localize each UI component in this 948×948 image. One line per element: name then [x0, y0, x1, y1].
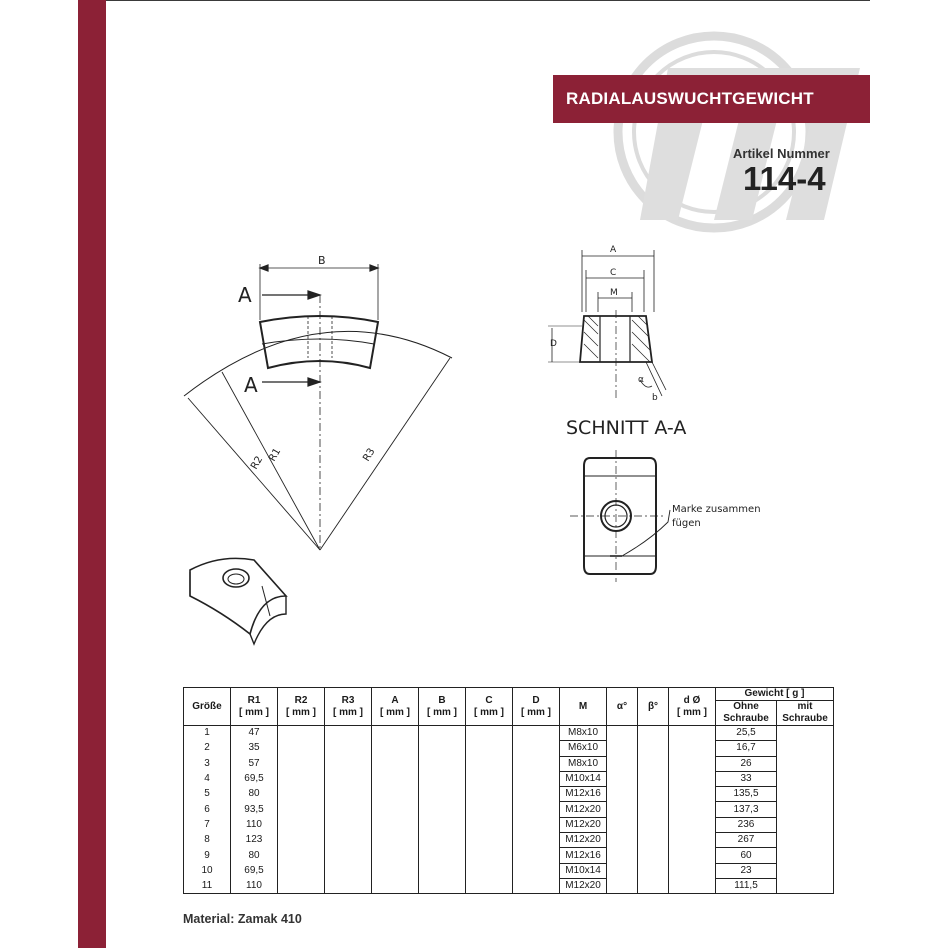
- header-d: D [ mm ]: [513, 688, 560, 726]
- label-section-a-bottom: A: [244, 373, 258, 397]
- cell-m: M8x10: [560, 756, 607, 771]
- cell-d: [513, 848, 560, 863]
- cell-diameter: [669, 878, 716, 893]
- cell-b: [419, 878, 466, 893]
- cell-alpha: [607, 771, 638, 786]
- cell-r3: [325, 848, 372, 863]
- cell-alpha: [607, 726, 638, 741]
- cell-weight-without: 267: [716, 833, 777, 848]
- cell-diameter: [669, 833, 716, 848]
- cell-a: [372, 787, 419, 802]
- cell-size: 6: [184, 802, 231, 817]
- cell-d: [513, 878, 560, 893]
- cell-weight-with: [777, 802, 834, 817]
- header-alpha: α°: [607, 688, 638, 726]
- cell-weight-with: [777, 833, 834, 848]
- spec-table: [183, 687, 834, 894]
- cell-a: [372, 756, 419, 771]
- cell-c: [466, 802, 513, 817]
- label-d-dim: D: [550, 339, 557, 349]
- cell-alpha: [607, 848, 638, 863]
- note-line-1: Marke zusammen: [672, 504, 761, 515]
- cell-weight-without: 26: [716, 756, 777, 771]
- brand-side-bar: [78, 0, 106, 948]
- cell-diameter: [669, 848, 716, 863]
- cell-m: M8x10: [560, 726, 607, 741]
- cell-alpha: [607, 833, 638, 848]
- label-b: B: [318, 254, 326, 267]
- cell-r3: [325, 863, 372, 878]
- cell-size: 5: [184, 787, 231, 802]
- cell-alpha: [607, 878, 638, 893]
- material-note: Material: Zamak 410: [183, 912, 302, 926]
- watermark-logo: [610, 24, 878, 240]
- cell-b: [419, 848, 466, 863]
- cell-diameter: [669, 787, 716, 802]
- cell-b: [419, 817, 466, 832]
- cell-size: 2: [184, 741, 231, 756]
- section-view: [548, 250, 670, 582]
- cell-d: [513, 741, 560, 756]
- cell-b: [419, 802, 466, 817]
- cell-weight-with: [777, 863, 834, 878]
- cell-r2: [278, 833, 325, 848]
- cell-weight-without: 25,5: [716, 726, 777, 741]
- table-row: [184, 848, 834, 863]
- header-r3: R3 [ mm ]: [325, 688, 372, 726]
- cell-weight-with: [777, 848, 834, 863]
- cell-r3: [325, 756, 372, 771]
- cell-weight-without: 135,5: [716, 787, 777, 802]
- cell-b: [419, 863, 466, 878]
- cell-diameter: [669, 863, 716, 878]
- cell-alpha: [607, 787, 638, 802]
- cell-c: [466, 817, 513, 832]
- cell-weight-without: 137,3: [716, 802, 777, 817]
- cell-b: [419, 756, 466, 771]
- cell-m: M12x20: [560, 802, 607, 817]
- table-row: [184, 863, 834, 878]
- cell-m: M12x20: [560, 833, 607, 848]
- table-row: [184, 726, 834, 741]
- cell-r3: [325, 802, 372, 817]
- label-c-dim: C: [610, 268, 617, 278]
- cell-r1: 110: [231, 817, 278, 832]
- table-row: [184, 771, 834, 786]
- cell-r2: [278, 878, 325, 893]
- header-beta: β°: [638, 688, 669, 726]
- label-beta: b: [652, 393, 658, 403]
- cell-weight-with: [777, 741, 834, 756]
- article-number: 114-4: [743, 160, 826, 197]
- left-margin: [0, 0, 79, 948]
- cell-beta: [638, 756, 669, 771]
- cell-beta: [638, 817, 669, 832]
- cell-r2: [278, 863, 325, 878]
- cell-r2: [278, 817, 325, 832]
- cell-r1: 47: [231, 726, 278, 741]
- table-row: [184, 878, 834, 893]
- cell-r1: 69,5: [231, 771, 278, 786]
- header-without-screw: Ohne Schraube: [716, 701, 777, 726]
- cell-a: [372, 863, 419, 878]
- cell-a: [372, 741, 419, 756]
- cell-r1: 110: [231, 878, 278, 893]
- header-size: Größe: [184, 688, 231, 726]
- cell-weight-without: 16,7: [716, 741, 777, 756]
- cell-r2: [278, 848, 325, 863]
- cell-m: M10x14: [560, 863, 607, 878]
- cell-c: [466, 771, 513, 786]
- cell-alpha: [607, 863, 638, 878]
- cell-beta: [638, 833, 669, 848]
- cell-b: [419, 741, 466, 756]
- table-row: [184, 741, 834, 756]
- cell-size: 1: [184, 726, 231, 741]
- cell-m: M12x20: [560, 878, 607, 893]
- table-row: [184, 817, 834, 832]
- cell-r1: 69,5: [231, 863, 278, 878]
- cell-beta: [638, 848, 669, 863]
- section-title: SCHNITT A-A: [566, 417, 687, 439]
- cell-b: [419, 833, 466, 848]
- label-alpha: α: [638, 375, 644, 385]
- cell-m: M10x14: [560, 771, 607, 786]
- cell-d: [513, 802, 560, 817]
- cell-c: [466, 863, 513, 878]
- cell-r2: [278, 802, 325, 817]
- label-r3: R3: [361, 446, 378, 464]
- cell-weight-with: [777, 817, 834, 832]
- cell-r1: 123: [231, 833, 278, 848]
- technical-drawing: [170, 240, 790, 650]
- cell-d: [513, 817, 560, 832]
- cell-r3: [325, 726, 372, 741]
- cell-r3: [325, 817, 372, 832]
- cell-r1: 93,5: [231, 802, 278, 817]
- cell-a: [372, 817, 419, 832]
- cell-beta: [638, 787, 669, 802]
- outer-arc: [184, 331, 452, 396]
- cell-size: 8: [184, 833, 231, 848]
- cell-m: M6x10: [560, 741, 607, 756]
- cell-beta: [638, 878, 669, 893]
- cell-r3: [325, 833, 372, 848]
- cell-d: [513, 756, 560, 771]
- cell-c: [466, 756, 513, 771]
- cell-c: [466, 848, 513, 863]
- cell-weight-without: 111,5: [716, 878, 777, 893]
- cell-a: [372, 802, 419, 817]
- cell-beta: [638, 863, 669, 878]
- cell-alpha: [607, 756, 638, 771]
- cell-r1: 57: [231, 756, 278, 771]
- label-m-dim: M: [610, 288, 618, 298]
- cell-m: M12x16: [560, 787, 607, 802]
- article-number-label: Artikel Nummer: [733, 146, 830, 161]
- cell-a: [372, 726, 419, 741]
- cell-beta: [638, 741, 669, 756]
- header-weight: Gewicht [ g ]: [716, 688, 834, 701]
- top-rule: [106, 0, 870, 1]
- label-section-a-top: A: [238, 283, 252, 307]
- cell-weight-with: [777, 771, 834, 786]
- cell-r1: 80: [231, 848, 278, 863]
- cell-diameter: [669, 771, 716, 786]
- cell-c: [466, 741, 513, 756]
- cell-weight-without: 23: [716, 863, 777, 878]
- cell-diameter: [669, 741, 716, 756]
- r1-line: [188, 398, 320, 550]
- cell-c: [466, 833, 513, 848]
- cell-m: M12x20: [560, 817, 607, 832]
- cell-size: 4: [184, 771, 231, 786]
- header-with-screw: mit Schraube: [777, 701, 834, 726]
- cell-b: [419, 787, 466, 802]
- cell-size: 10: [184, 863, 231, 878]
- cell-beta: [638, 771, 669, 786]
- cell-d: [513, 863, 560, 878]
- header-diameter: d Ø [ mm ]: [669, 688, 716, 726]
- cell-weight-without: 33: [716, 771, 777, 786]
- isometric-view: [190, 558, 286, 644]
- cell-r2: [278, 787, 325, 802]
- cell-r1: 35: [231, 741, 278, 756]
- cell-r1: 80: [231, 787, 278, 802]
- cell-beta: [638, 802, 669, 817]
- spec-table-body: [184, 726, 834, 894]
- header-b: B [ mm ]: [419, 688, 466, 726]
- document-title: RADIALAUSWUCHTGEWICHT: [553, 75, 870, 123]
- table-row: [184, 802, 834, 817]
- cell-d: [513, 787, 560, 802]
- table-row: [184, 756, 834, 771]
- label-r2: R2: [249, 454, 266, 472]
- cell-c: [466, 878, 513, 893]
- cell-d: [513, 726, 560, 741]
- cell-alpha: [607, 802, 638, 817]
- r3-line: [320, 358, 450, 550]
- cell-m: M12x16: [560, 848, 607, 863]
- cell-size: 7: [184, 817, 231, 832]
- note-line-2: fügen: [672, 518, 701, 529]
- cell-size: 3: [184, 756, 231, 771]
- cell-r3: [325, 741, 372, 756]
- cell-weight-with: [777, 726, 834, 741]
- label-a-dim: A: [610, 245, 617, 255]
- cell-c: [466, 726, 513, 741]
- cell-diameter: [669, 802, 716, 817]
- cell-a: [372, 848, 419, 863]
- header-a: A [ mm ]: [372, 688, 419, 726]
- cell-r2: [278, 726, 325, 741]
- cell-d: [513, 833, 560, 848]
- cell-diameter: [669, 756, 716, 771]
- cell-a: [372, 878, 419, 893]
- cell-diameter: [669, 817, 716, 832]
- cell-weight-with: [777, 878, 834, 893]
- cell-d: [513, 771, 560, 786]
- cell-weight-without: 60: [716, 848, 777, 863]
- cell-r2: [278, 756, 325, 771]
- cell-b: [419, 726, 466, 741]
- cell-r3: [325, 878, 372, 893]
- table-row: [184, 833, 834, 848]
- cell-r3: [325, 771, 372, 786]
- cell-r2: [278, 771, 325, 786]
- cell-alpha: [607, 741, 638, 756]
- cell-size: 11: [184, 878, 231, 893]
- cell-diameter: [669, 726, 716, 741]
- cell-b: [419, 771, 466, 786]
- label-r1: R1: [267, 446, 284, 464]
- cell-a: [372, 833, 419, 848]
- header-r1: R1 [ mm ]: [231, 688, 278, 726]
- cell-a: [372, 771, 419, 786]
- cell-alpha: [607, 817, 638, 832]
- cell-weight-without: 236: [716, 817, 777, 832]
- header-r2: R2 [ mm ]: [278, 688, 325, 726]
- cell-size: 9: [184, 848, 231, 863]
- table-row: [184, 787, 834, 802]
- cell-r2: [278, 741, 325, 756]
- cell-weight-with: [777, 787, 834, 802]
- header-m: M: [560, 688, 607, 726]
- cell-weight-with: [777, 756, 834, 771]
- cell-beta: [638, 726, 669, 741]
- header-c: C [ mm ]: [466, 688, 513, 726]
- cell-c: [466, 787, 513, 802]
- cell-r3: [325, 787, 372, 802]
